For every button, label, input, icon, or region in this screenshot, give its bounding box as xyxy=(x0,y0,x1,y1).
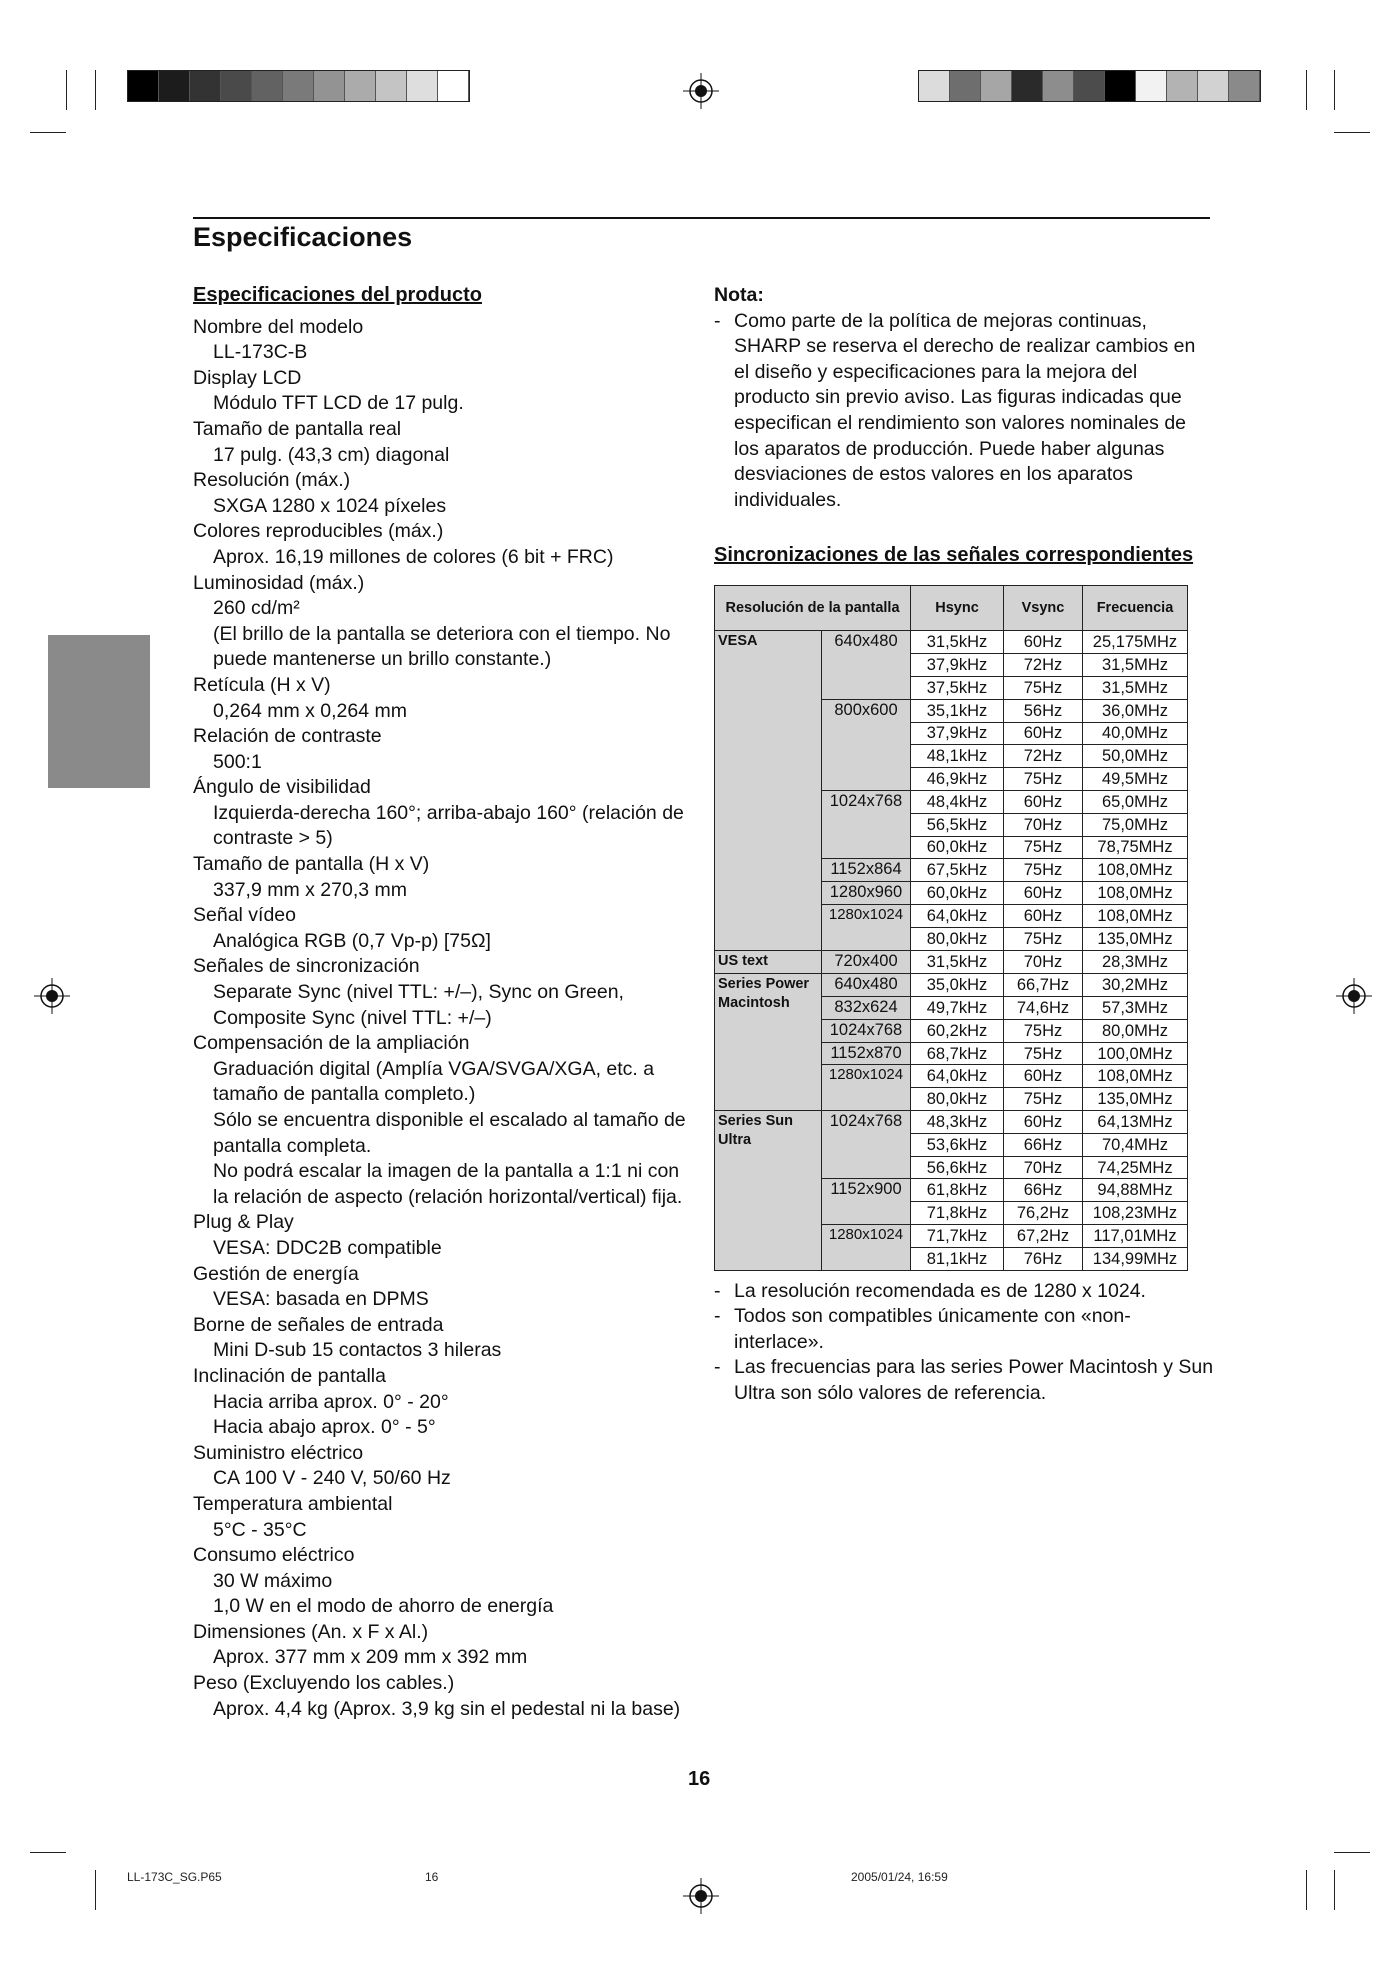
hsync-cell: 68,7kHz xyxy=(911,1042,1004,1065)
sync-group-name: VESA xyxy=(715,631,822,950)
hsync-cell: 56,5kHz xyxy=(911,813,1004,836)
spec-label: Peso (Excluyendo los cables.) xyxy=(193,1672,455,1695)
hsync-cell: 48,1kHz xyxy=(911,745,1004,768)
color-swatch xyxy=(314,71,345,101)
gray-scale-bar-right xyxy=(918,70,1261,102)
spec-label: Temperatura ambiental xyxy=(193,1492,393,1515)
frequency-cell: 25,175MHz xyxy=(1083,631,1188,654)
spec-value: 260 cd/m² xyxy=(213,597,300,620)
sync-resolution: 1024x768 xyxy=(822,1111,911,1179)
vsync-cell: 70Hz xyxy=(1004,1156,1083,1179)
vsync-cell: 60Hz xyxy=(1004,882,1083,905)
hsync-cell: 60,2kHz xyxy=(911,1019,1004,1042)
crop-mark xyxy=(30,1852,66,1853)
hsync-cell: 37,5kHz xyxy=(911,676,1004,699)
crop-mark xyxy=(1334,70,1335,110)
frequency-cell: 78,75MHz xyxy=(1083,836,1188,859)
sync-resolution: 1280x1024 xyxy=(822,1065,911,1111)
vsync-cell: 75Hz xyxy=(1004,859,1083,882)
spec-label: Display LCD xyxy=(193,366,302,389)
spec-label: Relación de contraste xyxy=(193,725,382,748)
color-swatch xyxy=(981,71,1012,101)
hsync-cell: 80,0kHz xyxy=(911,927,1004,950)
hsync-cell: 71,8kHz xyxy=(911,1202,1004,1225)
vsync-cell: 60Hz xyxy=(1004,1065,1083,1088)
frequency-cell: 30,2MHz xyxy=(1083,974,1188,997)
spec-value: 500:1 xyxy=(213,750,262,773)
sync-group-name: Series Sun Ultra xyxy=(715,1111,822,1271)
frequency-cell: 57,3MHz xyxy=(1083,997,1188,1020)
hsync-cell: 64,0kHz xyxy=(911,1065,1004,1088)
sync-heading: Sincronizaciones de las señales correspondientes xyxy=(714,544,1194,567)
frequency-cell: 108,23MHz xyxy=(1083,1202,1188,1225)
gray-scale-bar-left xyxy=(127,70,470,102)
spec-label: Señales de sincronización xyxy=(193,955,420,978)
crop-mark xyxy=(30,132,66,133)
color-swatch xyxy=(252,71,283,101)
frequency-cell: 64,13MHz xyxy=(1083,1111,1188,1134)
sync-resolution: 640x480 xyxy=(822,631,911,699)
frequency-cell: 65,0MHz xyxy=(1083,790,1188,813)
crop-mark xyxy=(1306,1870,1307,1910)
spec-value: Módulo TFT LCD de 17 pulg. xyxy=(213,392,464,415)
hsync-cell: 49,7kHz xyxy=(911,997,1004,1020)
frequency-cell: 74,25MHz xyxy=(1083,1156,1188,1179)
frequency-cell: 108,0MHz xyxy=(1083,859,1188,882)
frequency-cell: 100,0MHz xyxy=(1083,1042,1188,1065)
color-swatch xyxy=(950,71,981,101)
sync-note-text: La resolución recomendada es de 1280 x 1024. xyxy=(734,1279,1146,1302)
color-swatch xyxy=(1105,71,1136,101)
spec-value: Analógica RGB (0,7 Vp-p) [75Ω] xyxy=(213,929,491,952)
spec-label: Dimensiones (An. x F x Al.) xyxy=(193,1620,429,1643)
spec-value: 0,264 mm x 0,264 mm xyxy=(213,699,407,722)
sync-resolution: 1152x900 xyxy=(822,1179,911,1225)
frequency-cell: 70,4MHz xyxy=(1083,1133,1188,1156)
spec-value: (El brillo de la pantalla se deteriora con el tiempo. No puede mantenerse un brillo constante.) xyxy=(213,622,671,671)
frequency-cell: 31,5MHz xyxy=(1083,676,1188,699)
nota-text: Como parte de la política de mejoras continuas, SHARP se reserva el derecho de realizar cambios en el diseño y especificaciones para la mejora del producto sin previo aviso. Las figuras indicadas que especifican el rendimiento son valores nominales de los aparatos de producción. Puede haber algunas desviaciones de estos valores en los aparatos individuales. xyxy=(734,309,1196,511)
spec-value: VESA: DDC2B compatible xyxy=(213,1236,442,1259)
sync-resolution: 832x624 xyxy=(822,997,911,1020)
sync-resolution: 1152x870 xyxy=(822,1042,911,1065)
spec-value: Hacia arriba aprox. 0° - 20° xyxy=(213,1390,449,1413)
color-swatch xyxy=(283,71,314,101)
registration-mark-icon xyxy=(683,1878,719,1914)
footer-page: 16 xyxy=(425,1870,439,1884)
spec-value: CA 100 V - 240 V, 50/60 Hz xyxy=(213,1467,451,1490)
vsync-cell: 75Hz xyxy=(1004,836,1083,859)
vsync-cell: 72Hz xyxy=(1004,654,1083,677)
spec-label: Plug & Play xyxy=(193,1211,294,1234)
color-swatch xyxy=(407,71,438,101)
frequency-cell: 135,0MHz xyxy=(1083,927,1188,950)
page-number: 16 xyxy=(688,1768,711,1790)
hsync-cell: 46,9kHz xyxy=(911,768,1004,791)
spec-label: Inclinación de pantalla xyxy=(193,1364,386,1387)
vsync-cell: 75Hz xyxy=(1004,1042,1083,1065)
frequency-cell: 108,0MHz xyxy=(1083,904,1188,927)
page-title: Especificaciones xyxy=(193,222,413,252)
sync-table-row xyxy=(715,631,1188,654)
vsync-cell: 75Hz xyxy=(1004,768,1083,791)
hsync-cell: 31,5kHz xyxy=(911,631,1004,654)
sync-resolution: 1280x960 xyxy=(822,882,911,905)
spec-label: Retícula (H x V) xyxy=(193,673,331,696)
spec-value: 30 W máximo xyxy=(213,1569,333,1592)
header-resolution: Resolución de la pantalla xyxy=(715,586,911,631)
vsync-cell: 66,7Hz xyxy=(1004,974,1083,997)
hsync-cell: 64,0kHz xyxy=(911,904,1004,927)
spec-value: Aprox. 16,19 millones de colores (6 bit + FRC) xyxy=(213,545,614,568)
notes-column xyxy=(714,283,1214,1407)
spec-label: Compensación de la ampliación xyxy=(193,1032,470,1055)
frequency-cell: 75,0MHz xyxy=(1083,813,1188,836)
crop-mark xyxy=(1306,70,1307,110)
hsync-cell: 60,0kHz xyxy=(911,882,1004,905)
frequency-cell: 108,0MHz xyxy=(1083,882,1188,905)
hsync-cell: 37,9kHz xyxy=(911,722,1004,745)
frequency-cell: 49,5MHz xyxy=(1083,768,1188,791)
spec-label: Señal vídeo xyxy=(193,904,296,927)
header-hsync: Hsync xyxy=(911,586,1004,631)
header-frequency: Frecuencia xyxy=(1083,586,1188,631)
hsync-cell: 67,5kHz xyxy=(911,859,1004,882)
vsync-cell: 75Hz xyxy=(1004,1088,1083,1111)
header-vsync: Vsync xyxy=(1004,586,1083,631)
color-swatch xyxy=(376,71,407,101)
color-swatch xyxy=(1229,71,1260,101)
vsync-cell: 60Hz xyxy=(1004,1111,1083,1134)
spec-label: Borne de señales de entrada xyxy=(193,1313,444,1336)
nota-title: Nota: xyxy=(714,284,764,306)
spec-value: LL-173C-B xyxy=(213,341,308,364)
crop-mark xyxy=(1334,1870,1335,1910)
title-rule xyxy=(193,217,1210,219)
vsync-cell: 60Hz xyxy=(1004,904,1083,927)
spec-label: Luminosidad (máx.) xyxy=(193,571,365,594)
spec-label: Consumo eléctrico xyxy=(193,1544,355,1567)
sync-note: - La resolución recomendada es de 1280 x 1024. xyxy=(714,1279,1214,1305)
vsync-cell: 75Hz xyxy=(1004,676,1083,699)
hsync-cell: 48,3kHz xyxy=(911,1111,1004,1134)
hsync-cell: 81,1kHz xyxy=(911,1247,1004,1270)
spec-value: VESA: basada en DPMS xyxy=(213,1288,429,1311)
footer-file: LL-173C_SG.P65 xyxy=(127,1870,222,1884)
spec-value: Izquierda-derecha 160°; arriba-abajo 160° (relación de contraste > 5) xyxy=(213,801,684,850)
color-swatch xyxy=(1043,71,1074,101)
spec-label: Tamaño de pantalla (H x V) xyxy=(193,853,430,876)
spec-value: Graduación digital (Amplía VGA/SVGA/XGA, etc. a tamaño de pantalla completo.) xyxy=(213,1057,655,1106)
vsync-cell: 74,6Hz xyxy=(1004,997,1083,1020)
color-swatch xyxy=(221,71,252,101)
product-specs-column xyxy=(193,283,693,1722)
spec-label: Ángulo de visibilidad xyxy=(193,776,371,799)
sync-table-row xyxy=(715,1111,1188,1134)
registration-mark-icon xyxy=(683,73,719,109)
hsync-cell: 61,8kHz xyxy=(911,1179,1004,1202)
vsync-cell: 75Hz xyxy=(1004,927,1083,950)
frequency-cell: 50,0MHz xyxy=(1083,745,1188,768)
spec-value: Mini D-sub 15 contactos 3 hileras xyxy=(213,1339,502,1362)
vsync-cell: 70Hz xyxy=(1004,950,1083,974)
crop-mark xyxy=(66,70,67,110)
spec-value: Hacia abajo aprox. 0° - 5° xyxy=(213,1416,436,1439)
vsync-cell: 60Hz xyxy=(1004,722,1083,745)
spec-label: Nombre del modelo xyxy=(193,315,364,338)
sync-note: - Las frecuencias para las series Power Macintosh y Sun Ultra son sólo valores de referencia. xyxy=(714,1355,1214,1406)
frequency-cell: 134,99MHz xyxy=(1083,1247,1188,1270)
sync-note-text: Todos son compatibles únicamente con «non-interlace». xyxy=(734,1305,1131,1353)
spec-value: 1,0 W en el modo de ahorro de energía xyxy=(213,1595,554,1618)
spec-value: 337,9 mm x 270,3 mm xyxy=(213,878,407,901)
product-specs-heading: Especificaciones del producto xyxy=(193,284,482,306)
sync-resolution: 800x600 xyxy=(822,699,911,790)
hsync-cell: 80,0kHz xyxy=(911,1088,1004,1111)
spec-label: Suministro eléctrico xyxy=(193,1441,364,1464)
sync-resolution: 1024x768 xyxy=(822,790,911,858)
vsync-cell: 67,2Hz xyxy=(1004,1225,1083,1248)
sync-table-row xyxy=(715,974,1188,997)
hsync-cell: 48,4kHz xyxy=(911,790,1004,813)
color-swatch xyxy=(1167,71,1198,101)
hsync-cell: 35,1kHz xyxy=(911,699,1004,722)
hsync-cell: 56,6kHz xyxy=(911,1156,1004,1179)
sync-resolution: 1280x1024 xyxy=(822,904,911,950)
color-swatch xyxy=(919,71,950,101)
sync-note: - Todos son compatibles únicamente con «non-interlace». xyxy=(714,1304,1214,1355)
spec-value: Separate Sync (nivel TTL: +/–), Sync on Green, Composite Sync (nivel TTL: +/–) xyxy=(213,981,624,1029)
crop-mark xyxy=(1334,1852,1370,1853)
spec-list xyxy=(193,315,693,1723)
vsync-cell: 66Hz xyxy=(1004,1133,1083,1156)
color-swatch xyxy=(190,71,221,101)
frequency-cell: 108,0MHz xyxy=(1083,1065,1188,1088)
sync-resolution: 1280x1024 xyxy=(822,1225,911,1271)
frequency-cell: 80,0MHz xyxy=(1083,1019,1188,1042)
vsync-cell: 56Hz xyxy=(1004,699,1083,722)
frequency-cell: 135,0MHz xyxy=(1083,1088,1188,1111)
color-swatch xyxy=(345,71,376,101)
sync-resolution: 720x400 xyxy=(822,950,911,974)
frequency-cell: 40,0MHz xyxy=(1083,722,1188,745)
vsync-cell: 76Hz xyxy=(1004,1247,1083,1270)
vsync-cell: 72Hz xyxy=(1004,745,1083,768)
frequency-cell: 28,3MHz xyxy=(1083,950,1188,974)
spec-value: Aprox. 4,4 kg (Aprox. 3,9 kg sin el pedestal ni la base) xyxy=(213,1697,681,1720)
spec-value: 17 pulg. (43,3 cm) diagonal xyxy=(213,443,450,466)
spec-value: Aprox. 377 mm x 209 mm x 392 mm xyxy=(213,1646,528,1669)
frequency-cell: 31,5MHz xyxy=(1083,654,1188,677)
sync-note-text: Las frecuencias para las series Power Macintosh y Sun Ultra son sólo valores de referencia. xyxy=(734,1356,1214,1405)
vsync-cell: 75Hz xyxy=(1004,1019,1083,1042)
hsync-cell: 53,6kHz xyxy=(911,1133,1004,1156)
vsync-cell: 60Hz xyxy=(1004,631,1083,654)
hsync-cell: 31,5kHz xyxy=(911,950,1004,974)
spec-value: 5°C - 35°C xyxy=(213,1518,307,1541)
vsync-cell: 76,2Hz xyxy=(1004,1202,1083,1225)
crop-mark xyxy=(95,1870,96,1910)
color-swatch xyxy=(1198,71,1229,101)
crop-mark xyxy=(1334,132,1370,133)
footer-date: 2005/01/24, 16:59 xyxy=(851,1870,948,1884)
section-side-tab xyxy=(48,635,150,788)
nota-item: - Como parte de la política de mejoras continuas, SHARP se reserva el derecho de realizar cambios en el diseño y especificaciones para la mejora del producto sin previo aviso. Las figuras indicadas que especifican el rendimiento son valores nominales de los aparatos de producción. Puede haber algunas desviaciones de estos valores en los aparatos individuales. xyxy=(714,309,1214,514)
spec-value: Sólo se encuentra disponible el escalado al tamaño de pantalla completa. xyxy=(213,1109,686,1157)
sync-table-header-row xyxy=(715,586,1188,631)
frequency-cell: 94,88MHz xyxy=(1083,1179,1188,1202)
frequency-cell: 36,0MHz xyxy=(1083,699,1188,722)
vsync-cell: 60Hz xyxy=(1004,790,1083,813)
color-swatch xyxy=(1074,71,1105,101)
sync-group-name: US text xyxy=(715,950,822,974)
color-swatch xyxy=(438,71,469,101)
registration-mark-icon xyxy=(34,978,70,1014)
sync-resolution: 640x480 xyxy=(822,974,911,997)
color-swatch xyxy=(159,71,190,101)
spec-label: Colores reproducibles (máx.) xyxy=(193,520,444,543)
color-swatch xyxy=(1012,71,1043,101)
sync-resolution: 1024x768 xyxy=(822,1019,911,1042)
vsync-cell: 70Hz xyxy=(1004,813,1083,836)
hsync-cell: 37,9kHz xyxy=(911,654,1004,677)
sync-table xyxy=(714,585,1188,1270)
sync-resolution: 1152x864 xyxy=(822,859,911,882)
registration-mark-icon xyxy=(1336,978,1372,1014)
hsync-cell: 71,7kHz xyxy=(911,1225,1004,1248)
color-swatch xyxy=(1136,71,1167,101)
frequency-cell: 117,01MHz xyxy=(1083,1225,1188,1248)
sync-group-name: Series Power Macintosh xyxy=(715,974,822,1111)
vsync-cell: 66Hz xyxy=(1004,1179,1083,1202)
color-swatch xyxy=(128,71,159,101)
spec-label: Gestión de energía xyxy=(193,1262,359,1285)
hsync-cell: 35,0kHz xyxy=(911,974,1004,997)
crop-mark xyxy=(95,70,96,110)
spec-value: No podrá escalar la imagen de la pantalla a 1:1 ni con la relación de aspecto (relación horizontal/vertical) fija. xyxy=(213,1160,683,1208)
sync-table-row xyxy=(715,950,1188,974)
hsync-cell: 60,0kHz xyxy=(911,836,1004,859)
spec-label: Tamaño de pantalla real xyxy=(193,417,402,440)
spec-value: SXGA 1280 x 1024 píxeles xyxy=(213,494,447,517)
sync-notes xyxy=(714,1279,1214,1407)
spec-label: Resolución (máx.) xyxy=(193,469,351,492)
